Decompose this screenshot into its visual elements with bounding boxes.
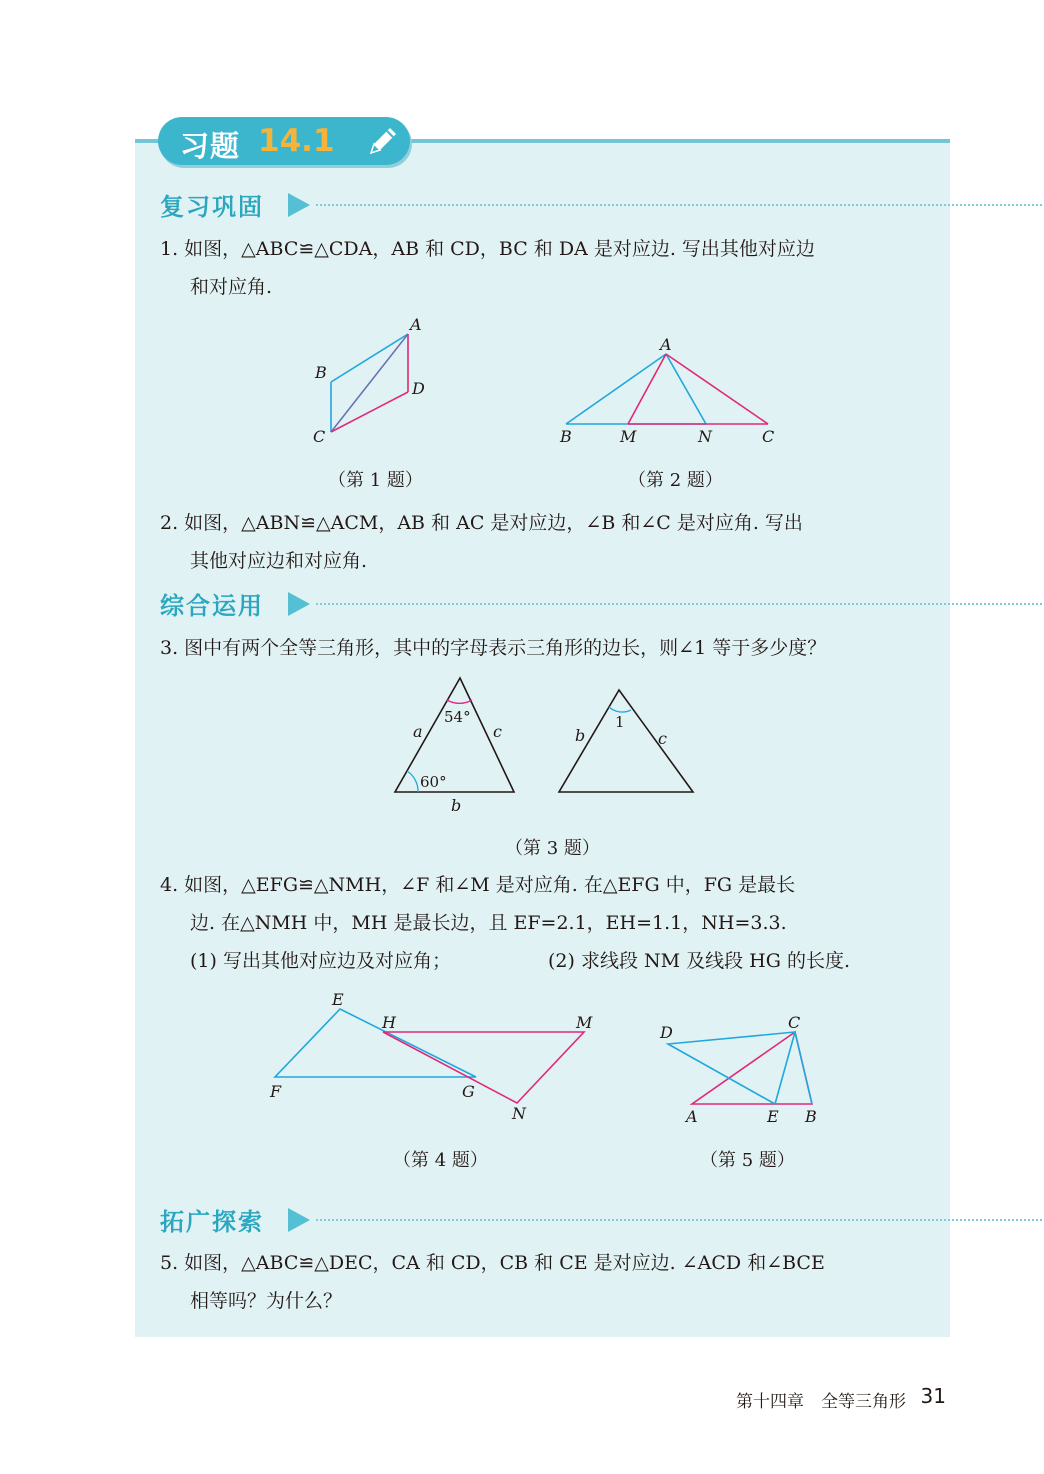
label-B: B: [315, 363, 327, 382]
problem-text: 5. 如图，△ABC≌△DEC，CA 和 CD，CB 和 CE 是对应边. ∠ACD 和∠BCE: [160, 1252, 825, 1274]
side-c-label: c: [658, 729, 667, 748]
exercise-number: 14.1: [258, 123, 335, 159]
figure-3: [380, 670, 710, 820]
problem-4: [160, 866, 930, 980]
figure-1: [300, 310, 440, 450]
page-footer: [640, 1384, 950, 1410]
label-C: C: [762, 427, 775, 446]
arc-1: [609, 707, 631, 712]
figure-4: [260, 985, 600, 1125]
problem-3: [160, 629, 930, 667]
arc-54: [447, 700, 472, 703]
segment-AN: [666, 354, 706, 424]
side-b-label: b: [451, 796, 462, 815]
arc-60: [407, 771, 418, 792]
segment-AB: [566, 354, 666, 424]
exercise-title: 习题: [180, 129, 241, 163]
label-D: D: [660, 1023, 673, 1042]
label-H: H: [382, 1013, 396, 1032]
label-B: B: [805, 1107, 817, 1126]
problem-5: [160, 1244, 930, 1320]
triangle-DEC: [668, 1032, 795, 1104]
side-c-label: c: [493, 722, 502, 741]
arrow-icon: [288, 1208, 310, 1232]
arrow-icon: [288, 592, 310, 616]
segment-AM: [628, 354, 666, 424]
caption-2: （第 2 题）: [628, 470, 723, 491]
dotted-rule: [316, 1219, 1044, 1221]
angle-60-label: 60°: [420, 773, 447, 791]
label-N: N: [512, 1104, 526, 1123]
label-C: C: [788, 1013, 801, 1032]
label-E: E: [767, 1107, 779, 1126]
problem-text: 2. 如图，△ABN≌△ACM，AB 和 AC 是对应边，∠B 和∠C 是对应角. 写出: [160, 512, 803, 534]
label-A: A: [686, 1107, 698, 1126]
chapter-title: 第十四章 全等三角形: [736, 1392, 906, 1412]
label-M: M: [620, 427, 637, 446]
figure-2: [550, 330, 790, 450]
sub-question-1: (1) 写出其他对应边及对应角；: [190, 950, 451, 972]
label-A: A: [660, 335, 672, 354]
problem-text: 4. 如图，△EFG≌△NMH，∠F 和∠M 是对应角. 在△EFG 中，FG 是最长: [160, 874, 796, 896]
problem-text: 和对应角.: [190, 276, 273, 298]
side-b-label: b: [575, 726, 586, 745]
label-N: N: [698, 427, 712, 446]
label-E: E: [332, 990, 344, 1009]
triangle-EFG: [275, 1009, 476, 1077]
problem-1: [160, 230, 930, 306]
angle-54-label: 54°: [444, 708, 471, 726]
label-M: M: [576, 1013, 593, 1032]
label-B: B: [560, 427, 572, 446]
section-title: 综合运用: [160, 592, 264, 620]
caption-5: （第 5 题）: [700, 1150, 795, 1171]
angle-1-label: 1: [615, 713, 625, 731]
segment-BA: [331, 334, 408, 382]
triangle-NMH: [383, 1032, 584, 1103]
section-title: 复习巩固: [160, 193, 264, 221]
section-title: 拓广探索: [160, 1208, 264, 1236]
problem-text: 3. 图中有两个全等三角形，其中的字母表示三角形的边长，则∠1 等于多少度？: [160, 637, 827, 659]
label-D: D: [412, 379, 425, 398]
segment-CB: [795, 1032, 812, 1104]
sub-question-2: (2) 求线段 NM 及线段 HG 的长度.: [548, 950, 850, 972]
problem-text: 其他对应边和对应角.: [190, 550, 368, 572]
exercise-title-tab: [158, 117, 410, 165]
segment-CA-shared: [331, 334, 408, 432]
side-a-label: a: [413, 722, 423, 741]
pencil-icon: [363, 123, 401, 161]
label-A: A: [410, 315, 422, 334]
label-G: G: [462, 1082, 475, 1101]
label-C: C: [313, 427, 326, 446]
dotted-rule: [316, 603, 1044, 605]
caption-1: （第 1 题）: [328, 470, 423, 491]
page-number: 31: [920, 1384, 946, 1408]
segment-DC: [331, 392, 408, 432]
problem-2: [160, 504, 930, 580]
caption-4: （第 4 题）: [393, 1150, 488, 1171]
dotted-rule: [316, 204, 1044, 206]
arrow-icon: [288, 193, 310, 217]
segment-AC: [666, 354, 768, 424]
problem-text: 相等吗？为什么？: [190, 1290, 343, 1312]
problem-text: 边. 在△NMH 中，MH 是最长边，且 EF=2.1，EH=1.1，NH=3.3.: [190, 912, 787, 934]
caption-3: （第 3 题）: [505, 838, 600, 859]
figure-5: [650, 1010, 840, 1130]
problem-text: 1. 如图，△ABC≌△CDA，AB 和 CD，BC 和 DA 是对应边. 写出其他对应边: [160, 238, 815, 260]
label-F: F: [270, 1082, 282, 1101]
